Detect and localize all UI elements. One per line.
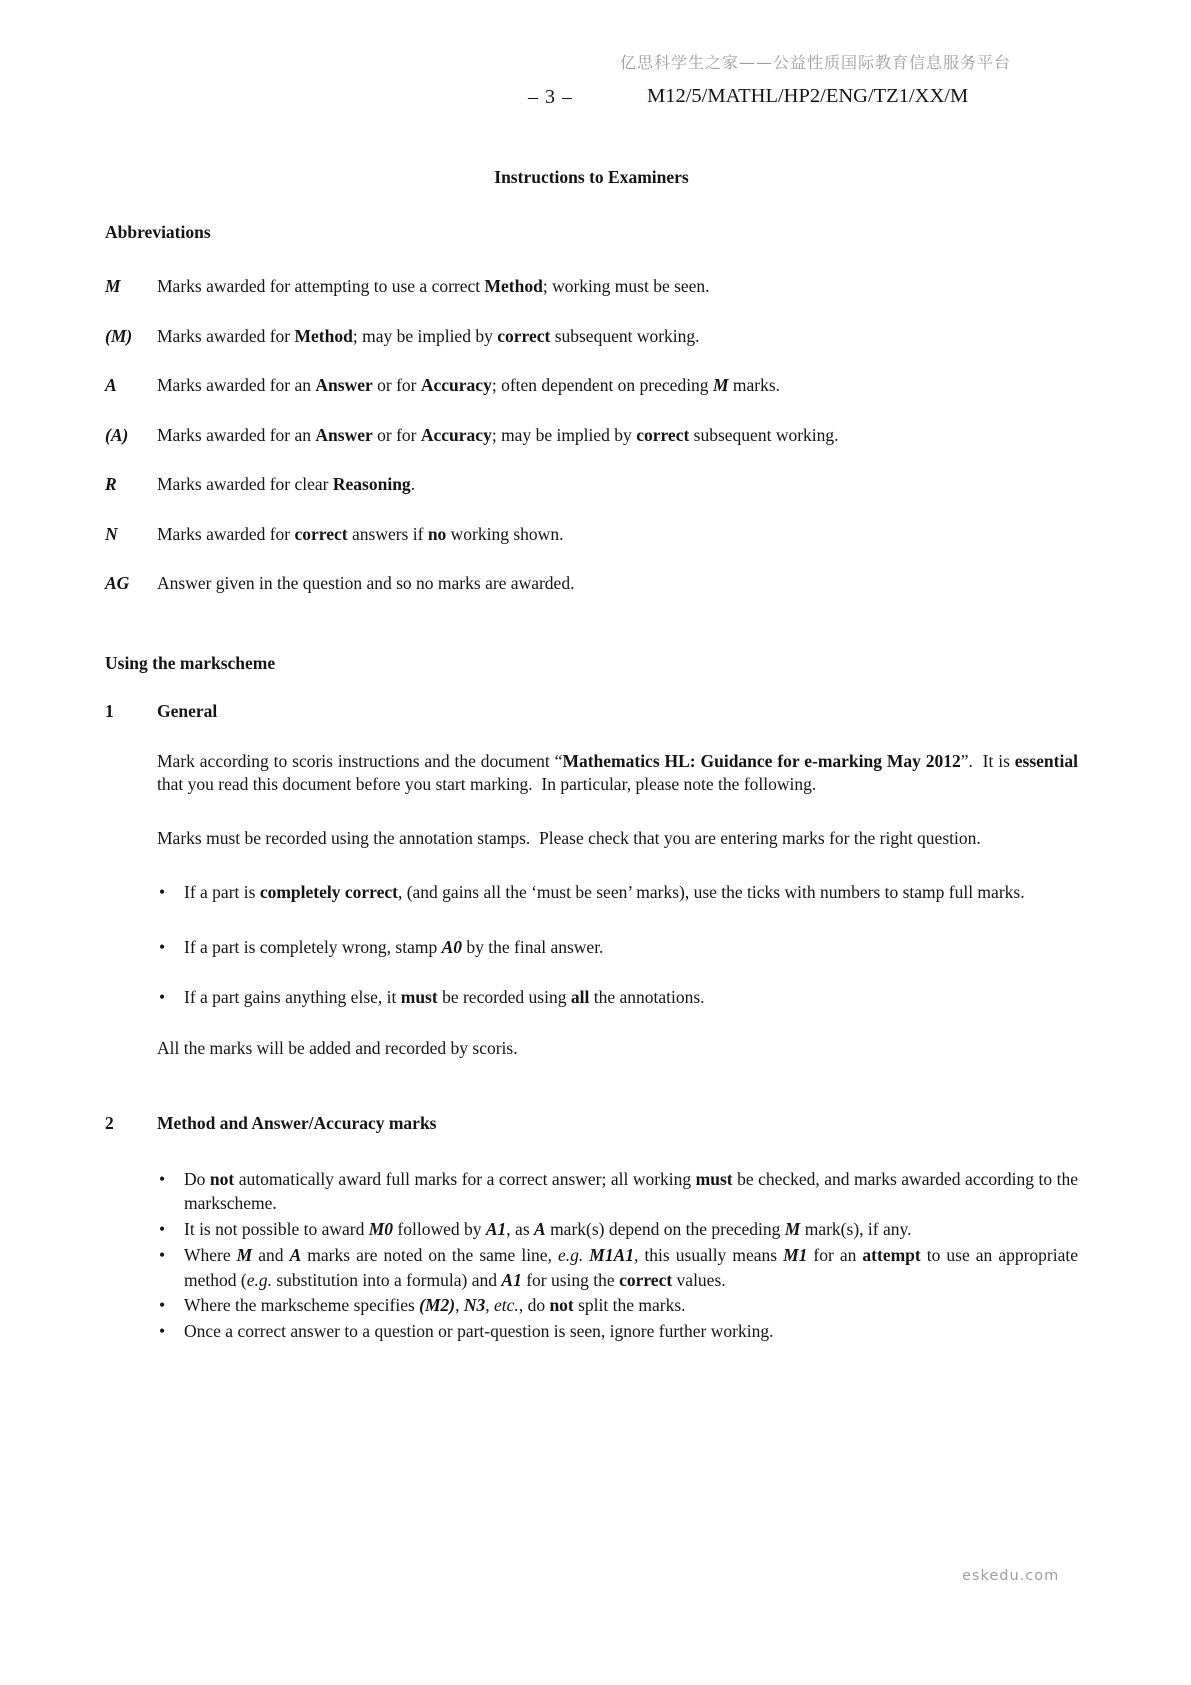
bullet-item: • Do not automatically award full marks for a correct answer; all working must be checked, and marks awarded according to the markscheme. <box>157 1167 1078 1217</box>
abbreviation-definition: Marks awarded for clear Reasoning. <box>157 474 416 494</box>
section-title: General <box>157 701 218 721</box>
section-title: Method and Answer/Accuracy marks <box>157 1113 437 1133</box>
section-1-heading <box>105 700 1078 724</box>
abbreviation-row <box>105 473 1078 497</box>
abbreviation-row <box>105 325 1078 349</box>
exam-reference-code: M12/5/MATHL/HP2/ENG/TZ1/XX/M <box>647 85 969 107</box>
abbreviation-code: R <box>105 474 117 494</box>
bullet-item: • If a part is completely wrong, stamp A0 by the final answer. <box>157 936 1078 960</box>
bullet-item: • If a part is completely correct, (and gains all the ‘must be seen’ marks), use the ticks with numbers to stamp full marks. <box>157 881 1078 905</box>
page-title: Instructions to Examiners <box>494 167 689 187</box>
abbreviation-definition: Marks awarded for an Answer or for Accuracy; often dependent on preceding M marks. <box>157 375 781 395</box>
general-added-paragraph: All the marks will be added and recorded by scoris. <box>157 1037 518 1058</box>
page-number: – 3 – <box>528 86 573 108</box>
abbreviation-row <box>105 374 1078 398</box>
abbreviation-row <box>105 275 1078 299</box>
abbreviation-code: A <box>105 375 117 395</box>
abbreviation-row <box>105 572 1078 596</box>
abbreviation-code: AG <box>105 573 130 593</box>
section-number: 2 <box>105 1113 114 1133</box>
bullet-item: • Once a correct answer to a question or part-question is seen, ignore further working. <box>157 1319 1078 1344</box>
general-intro-paragraph: Mark according to scoris instructions and the document “Mathematics HL: Guidance for e-marking May 2012”. It is essential that you read this document before you start marking. In particular, please note the following. <box>157 750 1078 794</box>
top-watermark: 亿思科学生之家——公益性质国际教育信息服务平台 <box>620 53 1012 72</box>
abbreviations-heading: Abbreviations <box>105 221 211 242</box>
general-record-paragraph: Marks must be recorded using the annotation stamps. Please check that you are entering marks for the right question. <box>157 827 981 848</box>
bottom-watermark: eskedu.com <box>962 1568 1060 1584</box>
general-bullet-list <box>157 881 1078 1010</box>
bullet-item: • It is not possible to award M0 followed by A1, as A mark(s) depend on the preceding M mark(s), if any. <box>157 1217 1078 1242</box>
abbreviation-code: (A) <box>105 424 129 445</box>
abbreviation-code: N <box>105 523 118 544</box>
bullet-item: • Where the markscheme specifies (M2), N3, etc., do not split the marks. <box>157 1293 1078 1318</box>
document-content <box>105 0 1078 1344</box>
method-accuracy-bullet-list <box>157 1167 1078 1345</box>
abbreviation-definition: Marks awarded for attempting to use a correct Method; working must be seen. <box>157 276 710 296</box>
section-number: 1 <box>105 701 114 721</box>
abbreviation-definition: Marks awarded for Method; may be implied by correct subsequent working. <box>157 325 700 346</box>
abbreviation-definition: Answer given in the question and so no marks are awarded. <box>157 573 575 593</box>
abbreviation-definition: Marks awarded for an Answer or for Accuracy; may be implied by correct subsequent working. <box>157 424 839 445</box>
abbreviation-row <box>105 424 1078 448</box>
abbreviation-row <box>105 523 1078 547</box>
abbreviation-definition: Marks awarded for correct answers if no working shown. <box>157 523 564 544</box>
bullet-item: • If a part gains anything else, it must be recorded using all the annotations. <box>157 986 1078 1010</box>
section-2-heading <box>105 1112 1078 1136</box>
abbreviation-code: (M) <box>105 325 133 346</box>
using-markscheme-heading: Using the markscheme <box>105 652 276 673</box>
bullet-item: • Where M and A marks are noted on the same line, e.g. M1A1, this usually means M1 for an attempt to use an appropriate method (e.g. substitution into a formula) and A1 for using the correct values. <box>157 1243 1078 1293</box>
abbreviation-code: M <box>105 276 121 296</box>
